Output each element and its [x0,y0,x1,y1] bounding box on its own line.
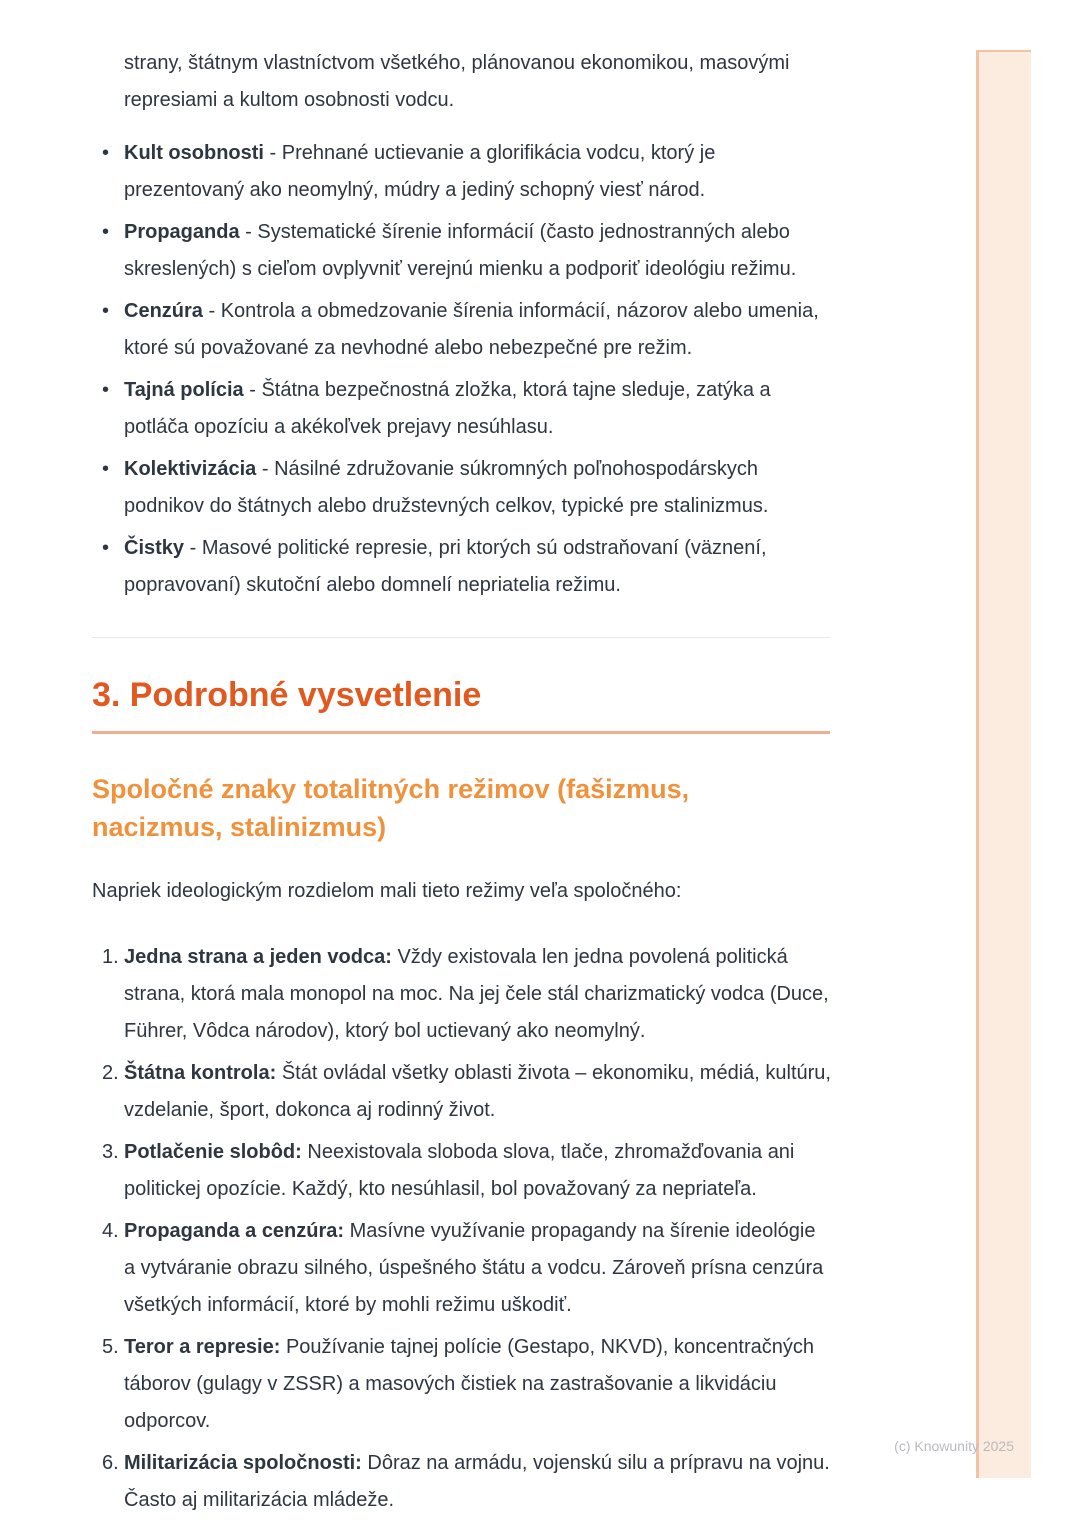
numbered-item-text [124,1134,832,1208]
number-marker-cell [92,1329,124,1366]
bullet-icon: • [102,379,110,401]
term-label: Propaganda [124,221,240,243]
numbered-description: Neexistovala sloboda slova, tlače, zhromažďovania ani politickej opozície. Každý, kto nesúhlasil, bol považovaný za nepriateľa. [124,1141,795,1200]
term-bullet-list [92,135,832,604]
term-item-text [124,451,832,525]
bullet-marker-cell [92,214,124,251]
numbered-term-label: Potlačenie slobôd: [124,1141,302,1163]
bullet-marker-cell [92,293,124,330]
numbered-list-item [92,939,832,1050]
bullet-icon: • [102,221,110,243]
numbered-item-text [124,1055,832,1129]
number-marker-cell [92,1134,124,1171]
term-separator: - [239,221,258,243]
document-content [92,45,832,1524]
item-number: 3. [102,1141,119,1163]
numbered-term-label: Propaganda a cenzúra: [124,1220,345,1242]
item-number: 5. [102,1336,119,1358]
term-description: Masové politické represie, pri ktorých sú odstraňovaní (väznení, popravovaní) skutoční alebo domnelí nepriatelia režimu. [124,537,767,596]
numbered-list-item [92,1445,832,1519]
numbered-term-label: Štátna kontrola: [124,1062,277,1084]
term-label: Cenzúra [124,300,203,322]
numbered-list-item [92,1213,832,1324]
term-item-text [124,372,832,446]
numbered-description: Používanie tajnej polície (Gestapo, NKVD), koncentračných táborov (gulagy v ZSSR) a masových čistiek na zastrašovanie a likvidáciu odporcov. [124,1336,814,1432]
term-separator: - [184,537,202,559]
lead-paragraph: Napriek ideologickým rozdielom mali tieto režimy veľa spoločného: [92,880,682,902]
section-subheading: Spoločné znaky totalitných režimov (fašizmus, nacizmus, stalinizmus) [92,774,690,842]
bullet-icon: • [102,300,110,322]
term-item-text [124,135,832,209]
bullet-marker-cell [92,372,124,409]
numbered-description: Vždy existovala len jedna povolená politická strana, ktorá mala monopol na moc. Na jej čele stál charizmatický vodca (Duce, Führer, Vôdca národov), ktorý bol uctievaný ako neomylný. [124,946,829,1042]
term-label: Kult osobnosti [124,142,264,164]
numbered-description: Masívne využívanie propagandy na šírenie ideológie a vytváranie obrazu silného, úspešného štátu a vodcu. Zároveň prísna cenzúra všetkých informácií, ktoré by mohli režimu uškodiť. [124,1220,824,1316]
term-item-text [124,293,832,367]
term-label: Kolektivizácia [124,458,257,480]
numbered-list-item [92,1134,832,1208]
term-list-item [92,135,832,209]
term-separator: - [202,300,221,322]
copyright-note: (c) Knowunity 2025 [894,1438,1014,1454]
numbered-list-item [92,1055,832,1129]
numbered-item-text [124,939,832,1050]
numbered-term-label: Teror a represie: [124,1336,281,1358]
term-list-item [92,372,832,446]
term-list-item [92,293,832,367]
term-label: Tajná polícia [124,379,244,401]
numbered-item-text [124,1445,832,1519]
number-marker-cell [92,939,124,976]
term-description: Prehnané uctievanie a glorifikácia vodcu, ktorý je prezentovaný ako neomylný, múdry a jediný schopný viesť národ. [124,142,716,201]
number-marker-cell [92,1445,124,1482]
numbered-term-label: Jedna strana a jeden vodca: [124,946,392,968]
section-divider [92,637,830,638]
term-separator: - [263,142,282,164]
numbered-description: Štát ovládal všetky oblasti života – ekonomiku, médiá, kultúru, vzdelanie, šport, dokonca aj rodinný život. [124,1062,831,1121]
intro-continuation-paragraph: strany, štátnym vlastníctvom všetkého, plánovanou ekonomikou, masovými represiami a kultom osobnosti vodcu. [124,52,790,111]
term-description: Štátna bezpečnostná zložka, ktorá tajne sleduje, zatýka a potláča opozíciu a akékoľvek prejavy nesúhlasu. [124,379,771,438]
numbered-list-item [92,1329,832,1440]
term-list-item [92,451,832,525]
term-list-item [92,214,832,288]
item-number: 2. [102,1062,119,1084]
bullet-icon: • [102,537,110,559]
item-number: 4. [102,1220,119,1242]
bullet-marker-cell [92,530,124,567]
numbered-list [92,939,832,1519]
term-description: Kontrola a obmedzovanie šírenia informácií, názorov alebo umenia, ktoré sú považované za nevhodné alebo nebezpečné pre režim. [124,300,819,359]
section-heading: 3. Podrobné vysvetlenie [92,675,830,734]
numbered-item-text [124,1213,832,1324]
item-number: 1. [102,946,119,968]
numbered-description: Dôraz na armádu, vojenskú silu a prípravu na vojnu. Často aj militarizácia mládeže. [124,1452,830,1511]
number-marker-cell [92,1055,124,1092]
term-description: Systematické šírenie informácií (často jednostranných alebo skreslených) s cieľom ovplyvniť verejnú mienku a podporiť ideológiu režimu. [124,221,797,280]
term-description: Násilné združovanie súkromných poľnohospodárskych podnikov do štátnych alebo družstevných celkov, typické pre stalinizmus. [124,458,769,517]
term-item-text [124,214,832,288]
number-marker-cell [92,1213,124,1250]
numbered-item-text [124,1329,832,1440]
item-number: 6. [102,1452,119,1474]
page-accent-bar [976,50,1031,1478]
bullet-marker-cell [92,451,124,488]
bullet-icon: • [102,458,110,480]
term-label: Čistky [124,537,185,559]
bullet-marker-cell [92,135,124,172]
numbered-term-label: Militarizácia spoločnosti: [124,1452,362,1474]
term-separator: - [243,379,262,401]
term-list-item [92,530,832,604]
term-item-text [124,530,832,604]
term-separator: - [256,458,275,480]
bullet-icon: • [102,142,110,164]
